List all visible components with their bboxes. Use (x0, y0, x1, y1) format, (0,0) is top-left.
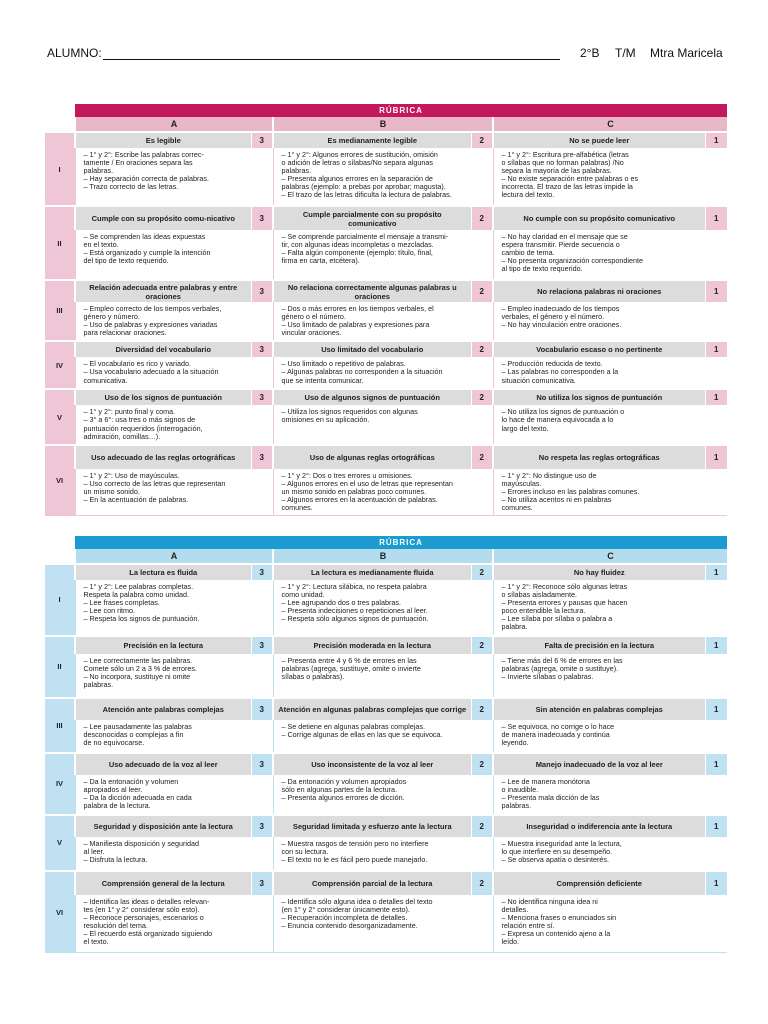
description-line: – 1° y 2°: punto final y coma. (83, 407, 176, 417)
criterion-title-b: Uso inconsistente de la voz al leer (273, 753, 471, 775)
score-c: 1 (705, 445, 727, 469)
description-line: – Muestra rasgos de tensión pero no interfiere (281, 838, 429, 848)
criterion-description-c (493, 230, 727, 280)
criterion-description-b (273, 837, 493, 871)
description-line: – Lee correctamente las palabras. (83, 655, 193, 665)
criterion-title-a: Es legible (75, 132, 251, 148)
description-line: – Falta algún componente (ejemplo: título, final, (281, 248, 433, 258)
description-line: Respeta la palabra como unidad. (83, 590, 189, 600)
description-line: con su lectura. (281, 846, 329, 856)
criterion-title-b: Seguridad limitada y esfuerzo ante la lectura (273, 815, 471, 837)
description-line: – Uso limitado o repetitivo de palabras. (281, 359, 406, 369)
description-line: o sílabas aisladamente. (501, 590, 578, 600)
description-line: – Algunas palabras no corresponden a la situación (281, 367, 443, 377)
description-line: género o el número. (281, 312, 346, 322)
reading-rubric-table (45, 536, 727, 953)
criterion-title-b: Es medianamente legible (273, 132, 471, 148)
criterion-title-c: No hay fluidez (493, 564, 705, 580)
criterion-title-c: No respeta las reglas ortográficas (493, 445, 705, 469)
description-line: lo que interfiere en su desempeño. (501, 846, 613, 856)
criterion-description-b (273, 580, 493, 636)
description-line: – Se detiene en algunas palabras complejas. (281, 721, 425, 731)
criterion-description-c (493, 775, 727, 815)
description-line: – Muestra inseguridad ante la lectura, (501, 838, 622, 848)
criterion-description-a (75, 405, 273, 444)
description-line: firma en carta, etcétera). (281, 256, 360, 266)
description-line: – Lee agrupando dos o tres palabras. (281, 598, 401, 608)
corner-cell (45, 536, 75, 549)
description-line: lo hace de manera equivocada a lo (501, 415, 614, 425)
score-b: 2 (471, 389, 493, 405)
description-line: – Utiliza los signos requeridos con algunas (281, 407, 418, 417)
description-line: tamente / En oraciones separa las (83, 158, 193, 168)
description-line: situación comunicativa. (501, 375, 576, 385)
description-line: – Presenta entre 4 y 6 % de errores en las (281, 655, 417, 665)
description-line: – No utiliza los signos de puntuación o (501, 407, 625, 417)
description-line: – 1° y 2°: No distingue uso de (501, 470, 597, 480)
rubric2-grid (45, 536, 727, 953)
description-line: que se intenta comunicar. (281, 375, 364, 385)
criterion-title-b: Cumple parcialmente con su propósito comunicativo (273, 206, 471, 230)
description-line: palabras. (83, 679, 114, 689)
criterion-title-a: La lectura es fluida (75, 564, 251, 580)
description-line: – 1° y 2°: Reconoce sólo algunas letras (501, 582, 628, 591)
description-line: palabras. (83, 166, 114, 176)
grade-label: 2°B (580, 46, 600, 60)
criterion-description-c (493, 837, 727, 871)
description-line: – El trazo de las letras dificulta la lectura de palabras. (281, 190, 452, 200)
column-letter-c: C (493, 117, 727, 132)
criterion-description-a (75, 720, 273, 753)
score-c: 1 (705, 206, 727, 230)
description-line: – Se comprenden las ideas expuestas (83, 232, 206, 241)
description-line: – No utiliza acentos ni en palabras (501, 495, 612, 505)
score-b: 2 (471, 753, 493, 775)
criterion-title-a: Cumple con su propósito comu-nicativo (75, 206, 251, 230)
description-line: – Da la dicción adecuada en cada (83, 792, 192, 802)
criterion-description-a (75, 357, 273, 389)
description-line: – Usa vocabulario adecuado a la situación (83, 367, 219, 377)
criterion-title-a: Relación adecuada entre palabras y entre oraciones (75, 280, 251, 302)
description-line: – Empleo correcto de los tiempos verbales, (83, 304, 222, 313)
description-line: palabras (ejemplo: a prebas por aprobar; magusta). (281, 182, 446, 192)
description-line: – 1° y 2°: Uso de mayúsculas. (83, 470, 180, 480)
description-line: – Empleo inadecuado de los tiempos (501, 304, 620, 313)
row-numeral: III (45, 698, 75, 753)
description-line: de no equivocarse. (83, 737, 145, 747)
criterion-description-c (493, 654, 727, 698)
description-line: – 1° y 2°: Lectura silábica, no respeta palabra (281, 582, 427, 591)
score-b: 2 (471, 564, 493, 580)
score-c: 1 (705, 132, 727, 148)
description-line: un mismo sonido. (83, 486, 140, 496)
description-line: – Presenta errores y pausas que hacen (501, 598, 628, 608)
description-line: – Presenta indecisiones o repeticiones al leer. (281, 606, 428, 616)
description-line: palabras (agrega, sustituye, omite o invierte (281, 663, 421, 673)
description-line: o sílabas que no forman palabras) /No (501, 158, 624, 168)
criterion-title-b: Comprensión parcial de la lectura (273, 871, 471, 895)
criterion-description-a (75, 775, 273, 815)
description-line: – Lee con ritmo. (83, 606, 136, 616)
score-b: 2 (471, 445, 493, 469)
description-line: – 1° y 2°: Lee palabras completas. (83, 582, 194, 591)
row-numeral: I (45, 564, 75, 636)
row-numeral: I (45, 132, 75, 206)
description-line: comunes. (281, 503, 313, 513)
score-c: 1 (705, 698, 727, 720)
column-letter-a: A (75, 117, 273, 132)
description-line: – Tiene más del 6 % de errores en las (501, 655, 623, 665)
description-line: género y número. (83, 312, 140, 322)
criterion-title-a: Uso adecuado de las reglas ortográficas (75, 445, 251, 469)
criterion-description-a (75, 469, 273, 516)
description-line: palabra. (501, 622, 528, 632)
description-line: – Da entonación y volumen apropiados (281, 776, 407, 786)
description-line: – Lee sílaba por sílaba o palabra a (501, 614, 613, 624)
description-line: – Dos o más errores en los tiempos verbales, el (281, 304, 434, 313)
score-b: 2 (471, 132, 493, 148)
description-line: para relacionar oraciones. (83, 328, 167, 338)
description-line: – Algunos errores en la acentuación de palabras. (281, 495, 438, 505)
description-line: – Las palabras no corresponden a la (501, 367, 619, 377)
description-line: o inaudible. (501, 784, 539, 794)
score-a: 3 (251, 564, 273, 580)
description-line: – Producción reducida de texto. (501, 359, 603, 369)
description-line: – El recuerdo está organizado siguiendo (83, 928, 213, 938)
score-c: 1 (705, 815, 727, 837)
teacher-label: Mtra Maricela (650, 46, 723, 60)
score-b: 2 (471, 698, 493, 720)
criterion-description-b (273, 357, 493, 389)
description-line: – Se comprende parcialmente el mensaje a transmi- (281, 232, 449, 241)
column-letter-b: B (273, 117, 493, 132)
criterion-description-a (75, 837, 273, 871)
criterion-description-b (273, 654, 493, 698)
description-line: – Se observa apatía o desinterés. (501, 854, 609, 864)
description-line: – Recuperación incompleta de detalles. (281, 912, 408, 922)
description-line: – Hay separación correcta de palabras. (83, 174, 209, 184)
description-line: – 1° y 2°: Escribe las palabras correc- (83, 150, 204, 159)
rubric-title: RÚBRICA (75, 104, 727, 117)
description-line: largo del texto. (501, 423, 549, 433)
score-a: 3 (251, 636, 273, 654)
criterion-description-c (493, 469, 727, 516)
description-line: – Lee de manera monótona (501, 776, 590, 786)
criterion-title-a: Precisión en la lectura (75, 636, 251, 654)
criterion-title-c: Falta de precisión en la lectura (493, 636, 705, 654)
score-a: 3 (251, 280, 273, 302)
rubric-title: RÚBRICA (75, 536, 727, 549)
criterion-title-c: Comprensión deficiente (493, 871, 705, 895)
description-line: omisiones en su aplicación. (281, 415, 370, 425)
score-a: 3 (251, 753, 273, 775)
score-c: 1 (705, 871, 727, 895)
description-line: tes (en 1° y 2° considerar sólo esto). (83, 904, 200, 914)
description-line: – No presenta organización correspondiente (501, 256, 643, 266)
criterion-title-c: No relaciona palabras ni oraciones (493, 280, 705, 302)
description-line: – Lee pausadamente las palabras (83, 721, 192, 731)
description-line: sólo en algunas partes de la lectura. (281, 784, 397, 794)
student-name-line[interactable] (103, 59, 560, 60)
description-line: – Se equivoca, no corrige o lo hace (501, 721, 615, 731)
criterion-title-b: Uso de algunos signos de puntuación (273, 389, 471, 405)
description-line: el texto. (83, 937, 109, 947)
criterion-title-b: Precisión moderada en la lectura (273, 636, 471, 654)
description-line: – El vocabulario es rico y variado. (83, 359, 191, 369)
rubric1-grid (45, 104, 727, 516)
score-c: 1 (705, 389, 727, 405)
description-line: leyendo. (501, 737, 529, 747)
score-c: 1 (705, 341, 727, 357)
description-line: de manera inadecuada y continúa (501, 729, 610, 739)
score-a: 3 (251, 341, 273, 357)
criterion-title-b: Atención en algunas palabras complejas que corrige (273, 698, 471, 720)
criterion-title-c: No cumple con su propósito comunicativo (493, 206, 705, 230)
description-line: – Expresa un contenido ajeno a la (501, 928, 611, 938)
score-b: 2 (471, 636, 493, 654)
description-line: comunicativa. (83, 375, 128, 385)
row-numeral: III (45, 280, 75, 341)
description-line: resolución del tema. (83, 920, 148, 930)
score-a: 3 (251, 132, 273, 148)
description-line: – Errores incluso en las palabras comunes. (501, 486, 640, 496)
description-line: – No existe separación entre palabras o es (501, 174, 639, 184)
description-line: palabra de la lectura. (83, 800, 151, 810)
criterion-title-b: No relaciona correctamente algunas palabras u oraciones (273, 280, 471, 302)
corner-cell (45, 549, 75, 564)
description-line: – 1° y 2°: Algunos errores de sustitución, omisión (281, 150, 438, 159)
description-line: palabras. (281, 166, 312, 176)
description-line: poco entendible la lectura. (501, 606, 586, 616)
description-line: en el texto. (83, 240, 119, 250)
description-line: – Algunos errores en el uso de letras que representan (281, 478, 453, 488)
description-line: del tipo de texto requerido. (83, 256, 169, 266)
description-line: – Disfruta la lectura. (83, 854, 148, 864)
criterion-title-c: Vocabulario escaso o no pertinente (493, 341, 705, 357)
criterion-description-b (273, 469, 493, 516)
score-a: 3 (251, 389, 273, 405)
criterion-description-c (493, 357, 727, 389)
row-numeral: VI (45, 871, 75, 953)
criterion-title-b: La lectura es medianamente fluida (273, 564, 471, 580)
description-line: puntuación requeridos (interrogación, (83, 423, 203, 433)
description-line: – Identifica sólo alguna idea o detalles del texto (281, 896, 433, 906)
description-line: – Corrige algunas de ellas en las que se equivoca. (281, 729, 443, 739)
description-line: – Presenta mala dicción de las (501, 792, 600, 802)
description-line: o adición de letras o sílabas/No separa algunas (281, 158, 433, 168)
description-line: palabras. (501, 800, 532, 810)
description-line: – No hay claridad en el mensaje que se (501, 232, 628, 241)
description-line: – Uso correcto de las letras que representan (83, 478, 226, 488)
score-a: 3 (251, 206, 273, 230)
description-line: palabras (agrega, omite o sustituye). (501, 663, 619, 673)
criterion-description-b (273, 895, 493, 953)
criterion-description-b (273, 405, 493, 444)
column-letter-a: A (75, 549, 273, 564)
description-line: tir, con algunas ideas incompletas o mezcladas. (281, 240, 434, 250)
criterion-title-a: Uso adecuado de la voz al leer (75, 753, 251, 775)
description-line: leído. (501, 937, 520, 947)
description-line: al leer. (83, 846, 105, 856)
row-numeral: V (45, 389, 75, 444)
description-line: lectura del texto. (501, 190, 555, 200)
description-line: mayúsculas. (501, 478, 542, 488)
criterion-title-c: No utiliza los signos de puntuación (493, 389, 705, 405)
description-line: – Respeta sólo algunos signos de puntuación. (281, 614, 429, 624)
row-numeral: II (45, 206, 75, 280)
description-line: – Invierte sílabas o palabras. (501, 671, 594, 681)
description-line: – 1° y 2°: Escritura pre-alfabética (letras (501, 150, 629, 159)
description-line: un mismo sonido en palabras poco comunes. (281, 486, 427, 496)
criterion-description-a (75, 654, 273, 698)
criterion-description-c (493, 405, 727, 444)
criterion-title-c: Manejo inadecuado de la voz al leer (493, 753, 705, 775)
description-line: – Reconoce personajes, escenarios o (83, 912, 204, 922)
description-line: – No incorpora, sustituye ni omite (83, 671, 191, 681)
criterion-title-a: Atención ante palabras complejas (75, 698, 251, 720)
description-line: – Uso limitado de palabras y expresiones para (281, 320, 430, 330)
description-line: Comete sólo un 2 a 3 % de errores. (83, 663, 197, 673)
score-a: 3 (251, 445, 273, 469)
score-a: 3 (251, 815, 273, 837)
description-line: (en 1° y 2° considerar únicamente esto). (281, 904, 410, 914)
description-line: – Da la entonación y volumen (83, 776, 179, 786)
corner-cell (45, 104, 75, 117)
description-line: – No identifica ninguna idea ni (501, 896, 598, 906)
row-numeral: IV (45, 341, 75, 389)
description-line: cambio de tema. (501, 248, 555, 258)
criterion-description-c (493, 302, 727, 341)
row-numeral: V (45, 815, 75, 871)
description-line: admiración, comillas…). (83, 431, 161, 441)
criterion-description-b (273, 148, 493, 206)
student-label: ALUMNO: (47, 46, 102, 60)
column-letter-b: B (273, 549, 493, 564)
description-line: – Trazo correcto de las letras. (83, 182, 179, 192)
worksheet-header (47, 46, 727, 66)
score-b: 2 (471, 341, 493, 357)
description-line: desconocidas o complejas a fin (83, 729, 184, 739)
description-line: – Identifica las ideas o detalles relevan- (83, 896, 210, 906)
description-line: – Presenta algunos errores en la separación de (281, 174, 433, 184)
shift-label: T/M (615, 46, 636, 60)
description-line: – 1° y 2°: Dos o tres errores u omisiones. (281, 470, 413, 480)
writing-rubric-table (45, 104, 727, 516)
description-line: – Menciona frases o enunciados sin (501, 912, 617, 922)
score-b: 2 (471, 206, 493, 230)
criterion-title-a: Seguridad y disposición ante la lectura (75, 815, 251, 837)
description-line: comunes. (501, 503, 533, 513)
criterion-description-a (75, 230, 273, 280)
description-line: relación entre sí. (501, 920, 555, 930)
row-numeral: IV (45, 753, 75, 815)
criterion-description-c (493, 148, 727, 206)
corner-cell (45, 117, 75, 132)
score-c: 1 (705, 564, 727, 580)
description-line: – 3° a 6°: usa tres o más signos de (83, 415, 196, 425)
score-a: 3 (251, 698, 273, 720)
description-line: al tipo de texto requerido. (501, 264, 583, 274)
score-c: 1 (705, 753, 727, 775)
criterion-title-a: Comprensión general de la lectura (75, 871, 251, 895)
description-line: sílabas o palabras). (281, 671, 345, 681)
criterion-description-a (75, 148, 273, 206)
criterion-description-a (75, 302, 273, 341)
criterion-title-c: Sin atención en palabras complejas (493, 698, 705, 720)
criterion-title-b: Uso de algunas reglas ortográficas (273, 445, 471, 469)
criterion-description-b (273, 775, 493, 815)
row-numeral: VI (45, 445, 75, 516)
criterion-title-b: Uso limitado del vocabulario (273, 341, 471, 357)
score-c: 1 (705, 636, 727, 654)
criterion-title-a: Uso de los signos de puntuación (75, 389, 251, 405)
score-b: 2 (471, 815, 493, 837)
description-line: – No hay vinculación entre oraciones. (501, 320, 622, 330)
criterion-description-c (493, 895, 727, 953)
description-line: vincular oraciones. (281, 328, 342, 338)
description-line: detalles. (501, 904, 529, 914)
description-line: – Uso de palabras y expresiones variadas (83, 320, 218, 330)
description-line: – En la acentuación de palabras. (83, 495, 189, 505)
criterion-description-b (273, 230, 493, 280)
description-line: apropiados al leer. (83, 784, 143, 794)
description-line: – El texto no le es fácil pero puede manejarlo. (281, 854, 428, 864)
row-numeral: II (45, 636, 75, 698)
description-line: como unidad. (281, 590, 325, 600)
description-line: – Presenta algunos errores de dicción. (281, 792, 405, 802)
description-line: – Lee frases completas. (83, 598, 160, 608)
score-c: 1 (705, 280, 727, 302)
criterion-description-a (75, 895, 273, 953)
criterion-description-c (493, 720, 727, 753)
description-line: verbales, el género y el número. (501, 312, 605, 322)
description-line: – Está organizado y cumple la intención (83, 248, 211, 258)
score-a: 3 (251, 871, 273, 895)
description-line: incorrecta. El trazo de las letras impide la (501, 182, 633, 192)
description-line: – Manifiesta disposición y seguridad (83, 838, 199, 848)
description-line: – Respeta los signos de puntuación. (83, 614, 200, 624)
description-line: – Enuncia contenido desorganizadamente. (281, 920, 418, 930)
criterion-description-b (273, 302, 493, 341)
criterion-title-c: No se puede leer (493, 132, 705, 148)
score-b: 2 (471, 280, 493, 302)
criterion-title-a: Diversidad del vocabulario (75, 341, 251, 357)
criterion-title-c: Inseguridad o indiferencia ante la lectura (493, 815, 705, 837)
column-letter-c: C (493, 549, 727, 564)
criterion-description-b (273, 720, 493, 753)
description-line: espera transmitir. Pierde secuencia o (501, 240, 620, 250)
description-line: separa la mayoría de las palabras. (501, 166, 612, 176)
criterion-description-c (493, 580, 727, 636)
criterion-description-a (75, 580, 273, 636)
score-b: 2 (471, 871, 493, 895)
